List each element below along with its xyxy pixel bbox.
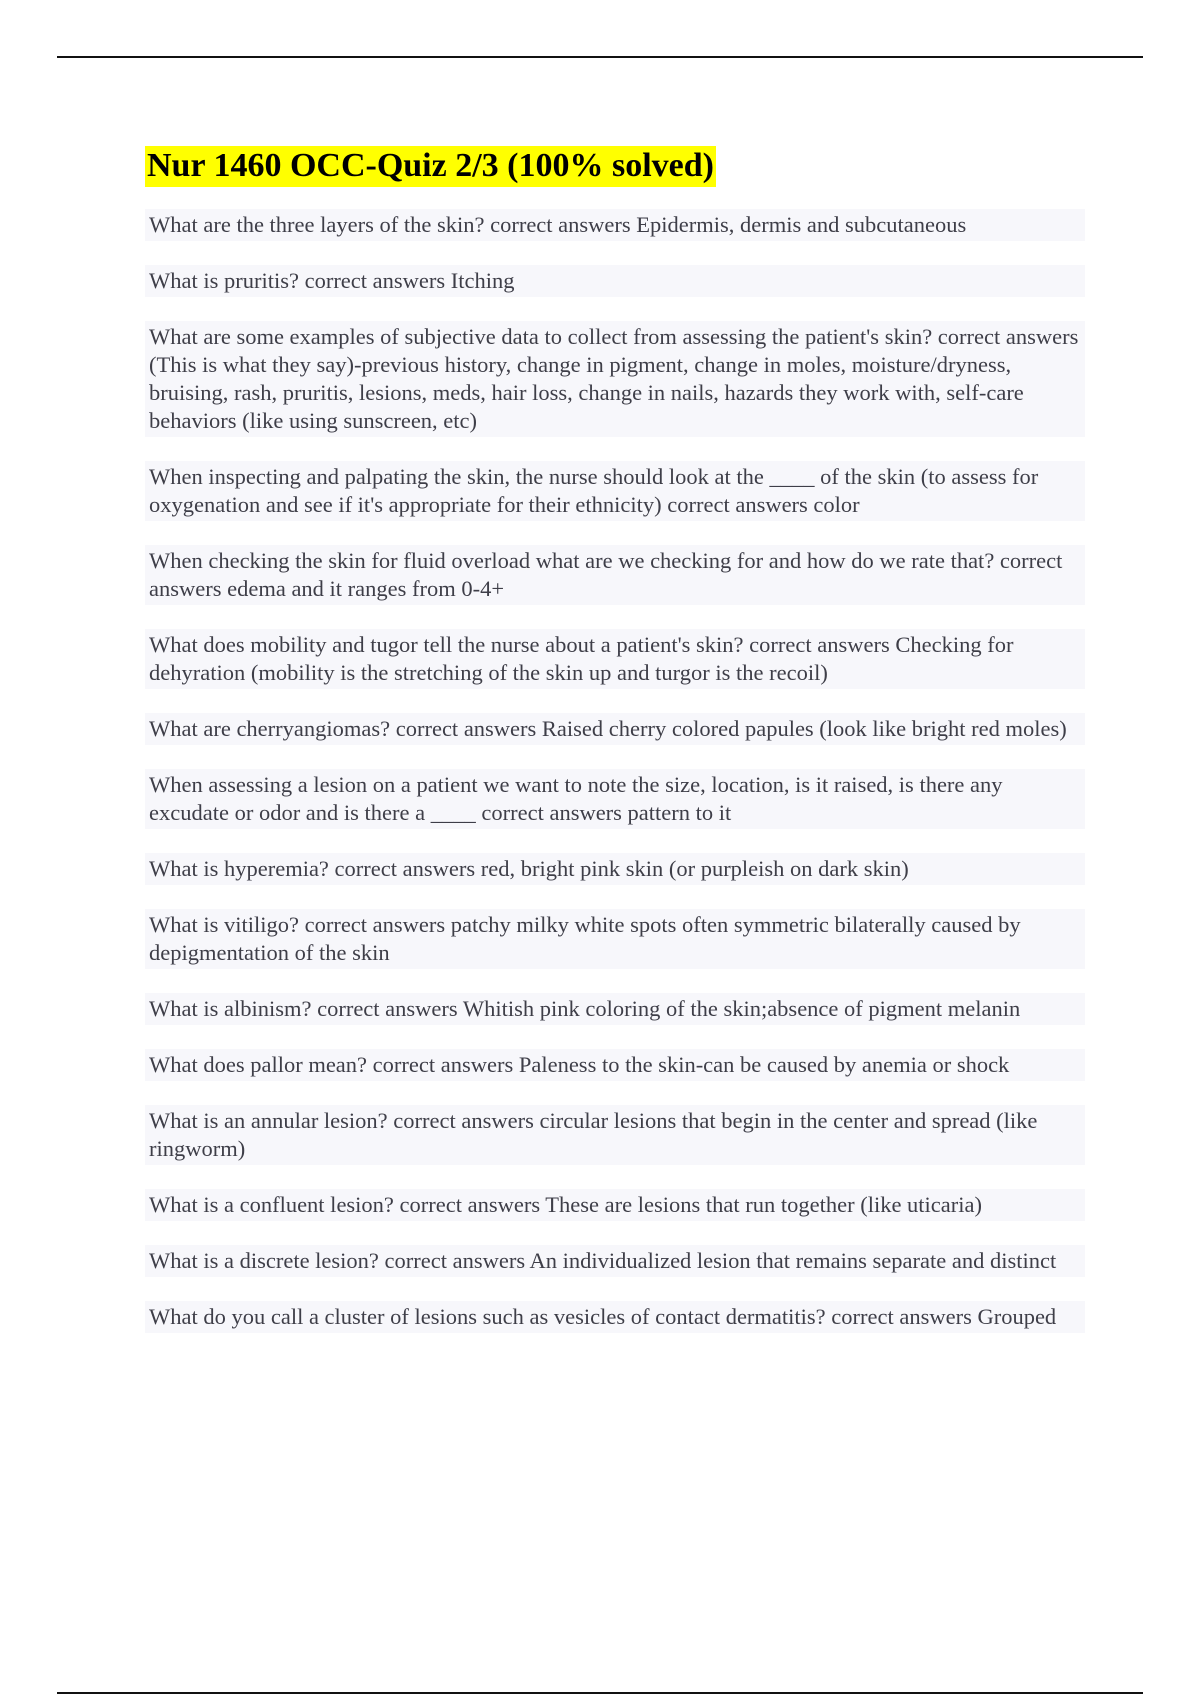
qa-list — [145, 209, 1085, 1333]
qa-item: What is a confluent lesion? correct answers These are lesions that run together (like uticaria) — [145, 1189, 1085, 1221]
qa-item: What is vitiligo? correct answers patchy milky white spots often symmetric bilaterally caused by depigmentation of the skin — [145, 909, 1085, 969]
top-rule — [57, 56, 1143, 58]
qa-item: What do you call a cluster of lesions such as vesicles of contact dermatitis? correct answers Grouped — [145, 1301, 1085, 1333]
document-body — [145, 146, 1085, 1333]
qa-item: What does pallor mean? correct answers Paleness to the skin-can be caused by anemia or shock — [145, 1049, 1085, 1081]
qa-item: When checking the skin for fluid overload what are we checking for and how do we rate that? correct answers edema and it ranges from 0-4+ — [145, 545, 1085, 605]
qa-item: What is a discrete lesion? correct answers An individualized lesion that remains separate and distinct — [145, 1245, 1085, 1277]
qa-item: What is an annular lesion? correct answers circular lesions that begin in the center and spread (like ringworm) — [145, 1105, 1085, 1165]
qa-item: What are the three layers of the skin? correct answers Epidermis, dermis and subcutaneous — [145, 209, 1085, 241]
qa-item: When inspecting and palpating the skin, the nurse should look at the ____ of the skin (to assess for oxygenation and see if it's appropriate for their ethnicity) correct answers color — [145, 461, 1085, 521]
qa-item: When assessing a lesion on a patient we want to note the size, location, is it raised, is there any excudate or odor and is there a ____ correct answers pattern to it — [145, 769, 1085, 829]
qa-item: What are cherryangiomas? correct answers Raised cherry colored papules (look like bright red moles) — [145, 713, 1085, 745]
qa-item: What is hyperemia? correct answers red, bright pink skin (or purpleish on dark skin) — [145, 853, 1085, 885]
qa-item: What are some examples of subjective data to collect from assessing the patient's skin? correct answers (This is what they say)-previous history, change in pigment, change in moles, moisture/dryness, bruising, rash, pruritis, lesions, meds, hair loss, change in nails, hazards they work with, self-care behaviors (like using sunscreen, etc) — [145, 321, 1085, 437]
qa-item: What does mobility and tugor tell the nurse about a patient's skin? correct answers Checking for dehyration (mobility is the stretching of the skin up and turgor is the recoil) — [145, 629, 1085, 689]
document-title: Nur 1460 OCC-Quiz 2/3 (100% solved) — [145, 146, 716, 187]
bottom-rule — [57, 1692, 1143, 1694]
qa-item: What is pruritis? correct answers Itching — [145, 265, 1085, 297]
qa-item: What is albinism? correct answers Whitish pink coloring of the skin;absence of pigment melanin — [145, 993, 1085, 1025]
